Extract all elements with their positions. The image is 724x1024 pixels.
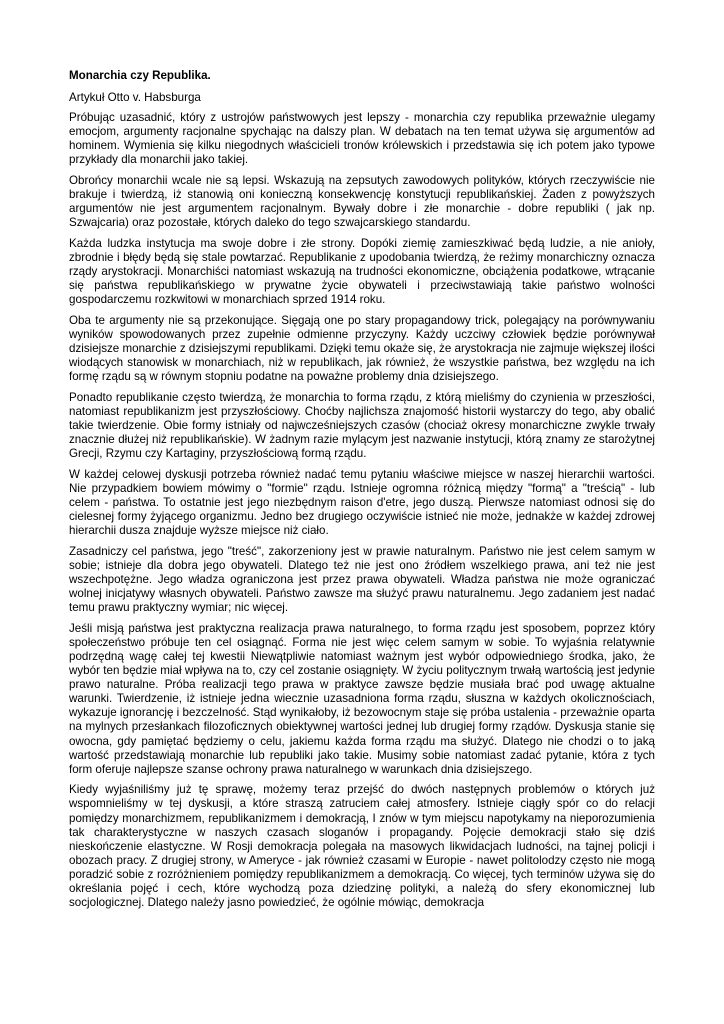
paragraph: Obrońcy monarchii wcale nie są lepsi. Wskazują na zepsutych zawodowych polityków, których rzeczywiście nie brakuje i twierdzą, iż stanowią oni konieczną konsekwencję konstytucji republikańskiej. Żaden z powyższych argumentów nie jest argumentem racjonalnym. Bywały dobre i złe monarchie - dobre republiki ( jak np. Szwajcaria) oraz pozostałe, których daleko do tego szwajcarskiego standardu. [69,174,655,230]
paragraph: Próbując uzasadnić, który z ustrojów państwowych jest lepszy - monarchia czy republika przeważnie ulegamy emocjom, argumenty racjonalne spychając na dalszy plan. W debatach na ten temat używa się argumentów ad hominem. Wymienia się kilku niegodnych właścicieli tronów królewskich i przedstawia się ich potem jako typowe przykłady dla monarchii jako takiej. [69,111,655,167]
document-page [69,69,655,917]
paragraph: Kiedy wyjaśniliśmy już tę sprawę, możemy teraz przejść do dwóch następnych problemów o których już wspomnieliśmy w tej dyskusji, a które straszą zatruciem całej atmosfery. Istnieje ciągły spór co do relacji pomiędzy monarchizmem, republikanizmem i demokracją, I znów w tym miejscu napotykamy na nieporozumienia tak charakterystyczne w naszych czasach sloganów i propagandy. Pojęcie demokracji stało się dziś nieskończenie elastyczne. W Rosji demokracja polegała na masowych likwidacjach ludności, na tajnej policji i obozach pracy. Z drugiej strony, w Ameryce - jak również czasami w Europie - nawet politolodzy często nie mogą poradzić sobie z rozróżnieniem pomiędzy republikanizmem a demokracją. Co więcej, tych terminów używa się do określania pojęć i cech, które wychodzą poza dziedzinę polityki, a należą do sfery ekonomicznej lub socjologicznej. Dlatego należy jasno powiedzieć, że ogólnie mówiąc, demokracja [69,783,655,910]
paragraph: Oba te argumenty nie są przekonujące. Sięgają one po stary propagandowy trick, polegający na porównywaniu wyników spowodowanych przez zupełnie odmienne przyczyny. Każdy uczciwy człowiek będzie porównywał dzisiejsze monarchie z dzisiejszymi republikami. Dzięki temu okaże się, że arystokracja nie zajmuje większej ilości wiodących stanowisk w monarchiach, niż w republikach, jak również, że wszystkie państwa, bez względu na ich formę rządu są w równym stopniu podatne na poważne problemy dnia dzisiejszego. [69,313,655,384]
document-title: Monarchia czy Republika. [69,69,211,82]
paragraph: Zasadniczy cel państwa, jego "treść", zakorzeniony jest w prawie naturalnym. Państwo nie jest celem samym w sobie; istnieje dla dobra jego obywateli. Dlatego też nie jest ono źródłem wszelkiego prawa, ani też nie jest wszechpotężne. Jego władza ograniczona jest przez prawa obywateli. Władza państwa nie może ograniczać wolnej inicjatywy własnych obywateli. Państwo zawsze ma służyć prawu naturalnemu. Jego zadaniem jest nadać temu prawu praktyczny wymiar; nic więcej. [69,544,655,615]
paragraph: Ponadto republikanie często twierdzą, że monarchia to forma rządu, z którą mieliśmy do czynienia w przeszłości, natomiast republikanizm jest przyszłościowy. Choćby najlichsza znajomość historii wystarczy do tego, aby obalić takie twierdzenie. Obie formy istniały od najwcześniejszych czasów (chociaż okresy monarchiczne zwykle trwały znacznie dłużej niż republikańskie). W żadnym razie mylącym jest nazwanie instytucji, którą znamy ze starożytnej Grecji, Rzymu czy Kartaginy, przyszłościową formą rządu. [69,390,655,461]
paragraph: W każdej celowej dyskusji potrzeba również nadać temu pytaniu właściwe miejsce w naszej hierarchii wartości. Nie przypadkiem bowiem mówimy o "formie" rządu. Istnieje ogromna różnicą między "formą" a "treścią" - lub celem - państwa. To ostatnie jest jego niezbędnym raison d'etre, jego duszą. Pierwsze natomiast odnosi się do cielesnej formy żyjącego organizmu. Jedno bez drugiego oczywiście istnieć nie może, jednakże w każdej zdrowej hierarchii dusza znajduje wyższe miejsce niż ciało. [69,467,655,538]
paragraph: Jeśli misją państwa jest praktyczna realizacja prawa naturalnego, to forma rządu jest sposobem, poprzez który społeczeństwo próbuje ten cel osiągnąć. Forma nie jest więc celem samym w sobie. To wyjaśnia relatywnie podrzędną wagę całej tej kwestii Niewątpliwie natomiast ważnym jest wybór odpowiedniego środka, jako, że wybór ten będzie miał wpływa na to, czy cel zostanie osiągnięty. W życiu politycznym trwałą wartością jest jedynie prawo naturalne. Próba realizacji tego prawa w praktyce zawsze będzie musiała brać pod uwagę aktualne warunki. Twierdzenie, iż istnieje jedna wiecznie uzasadniona forma rządu, słuszna w każdych okolicznościach, wykazuje ignorancję i bezczelność. Stąd wynikałoby, iż bezowocnym staje się próba ustalenia - przeważnie oparta na mylnych przesłankach filozoficznych obiektywnej wartości jednej lub drugiej formy rządów. Dyskusja stanie się owocna, gdy pamiętać będziemy o celu, jakiemu każda forma rządu ma służyć. Dlatego nie chodzi o to jaką wartość przedstawiają monarchie lub republiki jako takie. Musimy sobie natomiast zadać pytanie, która z tych form oferuje najlepsze szanse ochrony prawa naturalnego w warunkach dnia dzisiejszego. [69,621,655,776]
paragraph: Każda ludzka instytucja ma swoje dobre i złe strony. Dopóki ziemię zamieszkiwać będą ludzie, a nie anioły, zbrodnie i błędy będą się stale powtarzać. Republikanie z upodobania twierdzą, że reżimy monarchiczny oznacza rządy arystokracji. Monarchiści natomiast wskazują na trudności ekonomiczne, obciążenia podatkowe, wtrącanie się państwa republikańskiego w prywatne życie obywateli i przeciwstawiają takie państwo wolności gospodarczemu rozkwitowi w monarchiach sprzed 1914 roku. [69,236,655,307]
author-line: Artykuł Otto v. Habsburga [69,91,201,105]
